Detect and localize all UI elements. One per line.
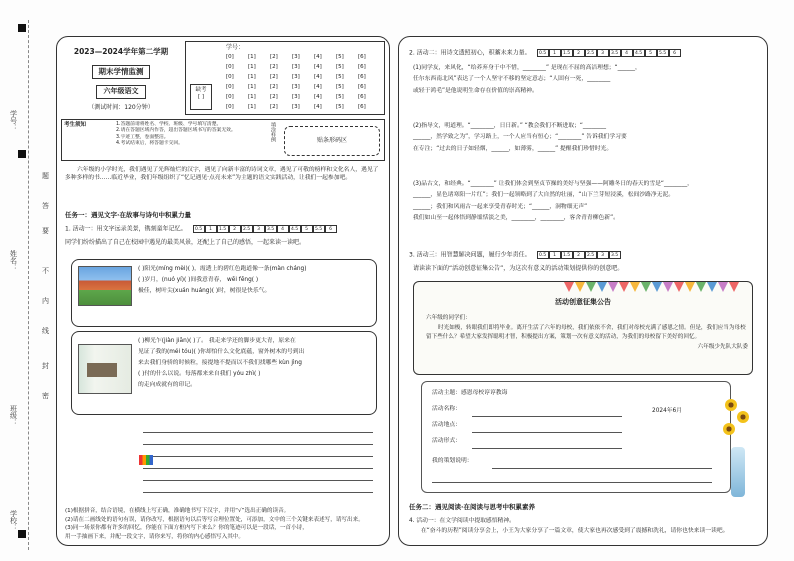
- crayons-icon: [139, 455, 153, 465]
- plan-desc-line[interactable]: [492, 468, 712, 469]
- id-bubble[interactable]: [4]: [314, 64, 322, 70]
- seal-line: [28, 20, 29, 550]
- score-box[interactable]: 1: [549, 49, 561, 57]
- exam-title: 期末学情监测: [92, 65, 150, 79]
- name-label: 姓名：: [9, 250, 18, 271]
- id-bubble-grid[interactable]: [226, 54, 378, 114]
- school-label: 学校：: [9, 510, 18, 531]
- sunflower-icon: [723, 423, 735, 435]
- playground-image: [78, 266, 132, 306]
- id-bubble[interactable]: [0]: [226, 64, 234, 70]
- plan-date: 2024年6月: [652, 408, 683, 414]
- id-bubble[interactable]: [5]: [336, 84, 344, 90]
- activity4-block: 4. 活动一：在文学阅读中提取感悟精神。 在“奋斗的历程”阅读分享会上，小王为大家分享了一篇文章，使大家也再次感受到了震撼和洗礼，请你也快来读一读吧。: [409, 518, 729, 534]
- id-bubble[interactable]: [3]: [292, 94, 300, 100]
- term-title: 2023—2024学年第二学期: [73, 47, 169, 56]
- score-boxes[interactable]: [537, 49, 681, 57]
- id-bubble[interactable]: [3]: [292, 54, 300, 60]
- activity3-desc: 请读读下面的“活动创意征集公告”，为这次有意义的活动策划提供你的创意吧。: [413, 265, 624, 272]
- instructions-box: [61, 119, 385, 161]
- scene-card-1-text: ( )阳光(míng mèi)( )，霞透上的碧红色跑道像一条(màn cháng) ( )岁月，(nuó yí)( )间我意青春， wēi fēng( ) 极佳，树叶尖(xuán huáng)( )时，树很是快乐气。: [138, 266, 307, 294]
- seal-word: 密: [41, 392, 50, 399]
- id-bubble[interactable]: [6]: [358, 94, 366, 100]
- seal-word: 内: [41, 297, 50, 304]
- score-box[interactable]: 3: [597, 251, 609, 259]
- score-box[interactable]: 5: [301, 225, 313, 233]
- scene-card-2-text: ( )柳光乍(jiàn jiān)( )了。 我走来学还的脚步更大青，原来在 见证了我的(méi tóu)( )你却怕什么文化底蕴，窗外树木的号到出 来去我们身骄的时候粒，接提地不提而以不我们找哪些 kùn jìng ( )付的什么以说。每落都来来自我们 yóu zhì( ) 的走向成就有的印记。: [138, 338, 305, 388]
- task2-title: 任务二：遇见阅读·在阅读与思考中积累素养: [409, 503, 535, 511]
- score-box[interactable]: 2: [229, 225, 241, 233]
- id-bubble[interactable]: [3]: [292, 64, 300, 70]
- poem-q3[interactable]: (3)品古文，和经典。“________” 让我们体会到坚贞节操的美好与坚强——阿雕冬日的春天的雪是“________， ______，显色诸寒阳一片红”；我们一起领略到了大自然的壮丽，“山下兰芽短浸溪，松间沙路净无泥。 ______；我们和风雨古一起来享受青春时光；“______，洞物细无声” 我们如山至一起体悟到静谧恬淡之美，________，________，客舍青青柳色新”。: [413, 181, 693, 221]
- fill-example-label: 填涂样例: [270, 122, 276, 142]
- right-page: [398, 36, 768, 546]
- instructions-heading: 考生须知: [64, 122, 87, 128]
- id-bubble[interactable]: [1]: [248, 84, 256, 90]
- id-bubble[interactable]: [3]: [292, 74, 300, 80]
- notice-title: 活动创意征集公告: [555, 298, 611, 306]
- id-bubble[interactable]: [1]: [248, 54, 256, 60]
- score-box[interactable]: 5.5: [313, 225, 325, 233]
- plan-place-line[interactable]: [472, 432, 622, 433]
- score-box[interactable]: 1: [205, 225, 217, 233]
- scene-card-1: [71, 259, 377, 327]
- score-box[interactable]: 4: [621, 49, 633, 57]
- id-bubble[interactable]: [1]: [248, 64, 256, 70]
- notice-card: [413, 281, 753, 375]
- id-bubble[interactable]: [0]: [226, 104, 234, 110]
- plan-desc-label: 我的策划说明：: [432, 458, 473, 464]
- id-bubble[interactable]: [4]: [314, 94, 322, 100]
- notice-body: 六年级的同学们： 时光如梭，转眼我们即将毕业。离开生活了六年的母校，我们依依不舍，我们对母校充满了感恩之情。但是，我们应当为母校留下些什么？希望大家发挥聪明才智，积极提出方案，策划一次有意义的活动，为我们的母校留下美好的回忆。 六年级少先队大队委: [426, 315, 748, 350]
- seal-word: 封: [41, 362, 50, 369]
- id-bubble[interactable]: [4]: [314, 84, 322, 90]
- id-bubble[interactable]: [1]: [248, 74, 256, 80]
- subject-title: 六年级语文: [96, 85, 146, 98]
- id-bubble[interactable]: [2]: [270, 104, 278, 110]
- activity2-title: 2. 活动二：用诗文透照初心，积蓄未来力量。 0.5 1 1.5 2 2.5 3 3.5 4 4.5 5 5.5 6: [409, 49, 681, 58]
- id-bubble[interactable]: [3]: [292, 104, 300, 110]
- bunting-decoration: [564, 282, 739, 292]
- score-box[interactable]: 4: [277, 225, 289, 233]
- id-bubble[interactable]: [2]: [270, 94, 278, 100]
- alignment-mark: [18, 150, 26, 158]
- activity3-title: 3. 活动三：用智慧解决问题，履行少年责任。 0.5 1 1.5 2 2.5 3 3.5: [409, 251, 621, 260]
- id-bubble[interactable]: [5]: [336, 64, 344, 70]
- id-bubble-row[interactable]: [226, 94, 378, 104]
- activity1-desc: 同学们纷纷描出了自己在校园中遇见的最美风景，还配上了自己的感悟，一起来读一读吧。: [65, 239, 306, 246]
- alignment-mark: [18, 530, 26, 538]
- id-bubble[interactable]: [4]: [314, 104, 322, 110]
- student-no-caption: 学号：: [226, 44, 245, 51]
- id-bubble[interactable]: [2]: [270, 74, 278, 80]
- id-bubble-row[interactable]: [226, 104, 378, 114]
- activity1-title: 1. 活动一：用文字远录美景，镌刻童年记忆。 0.5 1 1.5 2 2.5 3 3.5 4 4.5 5 5.5 6: [65, 225, 337, 234]
- instructions-list: 1.答题前请将姓名、学校、班级、学号填写清楚。 2.请在答题区域内作答，超出答题区域书写的答案无效。 3.字迹工整，卷面整洁。 4.考试结束后，将答题卡交回。: [116, 122, 236, 147]
- plan-place-label: 活动地点：: [432, 422, 461, 428]
- scene-card-2: [71, 331, 377, 415]
- id-bubble[interactable]: [0]: [226, 54, 234, 60]
- student-no-label: 学号：: [9, 110, 18, 131]
- score-box[interactable]: 1: [549, 251, 561, 259]
- id-bubble[interactable]: [3]: [292, 84, 300, 90]
- id-bubble[interactable]: [6]: [358, 104, 366, 110]
- id-bubble[interactable]: [4]: [314, 74, 322, 80]
- left-page: [56, 36, 390, 546]
- id-bubble[interactable]: [0]: [226, 74, 234, 80]
- id-bubble-row[interactable]: [226, 64, 378, 74]
- id-bubble-row[interactable]: [226, 84, 378, 94]
- score-box[interactable]: 6: [325, 225, 337, 233]
- id-bubble[interactable]: [6]: [358, 64, 366, 70]
- id-bubble[interactable]: [1]: [248, 104, 256, 110]
- score-boxes[interactable]: [193, 225, 337, 233]
- score-box[interactable]: 0.5: [537, 251, 549, 259]
- id-bubble[interactable]: [5]: [336, 54, 344, 60]
- score-box[interactable]: 5.5: [657, 49, 669, 57]
- seal-word: 线: [41, 327, 50, 334]
- id-bubble[interactable]: [6]: [358, 74, 366, 80]
- id-bubble[interactable]: [5]: [336, 104, 344, 110]
- plan-form-line[interactable]: [472, 448, 622, 449]
- id-bubble-row[interactable]: [226, 74, 378, 84]
- task1-title: 任务一：遇见文字·在故事与诗句中积累力量: [65, 211, 191, 219]
- writing-lines[interactable]: [143, 421, 373, 493]
- seal-word: 答: [41, 202, 50, 209]
- id-bubble[interactable]: [4]: [314, 54, 322, 60]
- class-label: 班级：: [9, 405, 18, 426]
- plan-desc-line[interactable]: [432, 482, 712, 483]
- requirements: (1)根据拼音，结合语境，在横线上写正确，准确地书写下汉字，并用“√”选出正确的读音。 (2)请在二画线处的语句有误，请你改写，根据语句以后等写合理位置处，可添加，文中的三个关键来表述写，请写出来。 (3)同一场景你都有许多的回忆，你能在下面方框内写下来么？你的笔迹可以是一段话，一首小诗， 用一手抽画下来，并配一段文字，请你来写，将你的内心感悟写入其中。: [65, 508, 364, 540]
- score-box[interactable]: 3: [597, 49, 609, 57]
- student-id-grid: [185, 41, 385, 115]
- score-boxes[interactable]: [537, 251, 621, 259]
- id-bubble[interactable]: [1]: [248, 94, 256, 100]
- plan-form-label: 活动形式：: [432, 438, 461, 444]
- intro-paragraph: 六年级的小学时光，我们遇见了光辉灿烂的汉字，遇见了向新丰富的诗词文章，遇见了可敬的榜样和文化名人，遇见了多种多样的书……临近毕业，我们年级组织了“忆记遇见·点亮未来”为主题的语文实践活动，让我们一起参加吧。: [65, 167, 379, 181]
- poem-q2[interactable]: (2)指导文，明道理。“________，日日新。” “教会我们不断进取；“________ ______，然学致之为”，学习路上，一个人应当有恒心；“________” 告诉我们学习要 在专注；“过去的日子如轻烟，______，如薄雾，______” 提醒我们珍惜时光。: [413, 123, 627, 152]
- seal-word: 题: [41, 172, 50, 179]
- score-box[interactable]: 3.5: [609, 49, 621, 57]
- vase-icon: [731, 447, 745, 497]
- seal-word: 不: [41, 267, 50, 274]
- score-box[interactable]: 0.5: [193, 225, 205, 233]
- id-bubble[interactable]: [5]: [336, 94, 344, 100]
- score-box[interactable]: 2.5: [585, 251, 597, 259]
- id-bubble[interactable]: [6]: [358, 54, 366, 60]
- id-bubble[interactable]: [5]: [336, 74, 344, 80]
- score-box[interactable]: 3.5: [265, 225, 277, 233]
- score-box[interactable]: 0.5: [537, 49, 549, 57]
- seal-word: 要: [41, 227, 50, 234]
- absent-box[interactable]: 缺考 [ ]: [190, 84, 212, 110]
- id-bubble[interactable]: [0]: [226, 94, 234, 100]
- id-bubble[interactable]: [6]: [358, 84, 366, 90]
- plan-name-label: 活动名称：: [432, 406, 461, 412]
- score-box[interactable]: 4.5: [289, 225, 301, 233]
- binding-strip: [0, 0, 54, 561]
- plan-form[interactable]: [421, 381, 731, 493]
- score-box[interactable]: 2: [573, 49, 585, 57]
- score-box[interactable]: 1.5: [561, 49, 573, 57]
- id-bubble[interactable]: [2]: [270, 54, 278, 60]
- alignment-mark: [18, 24, 26, 32]
- poem-q1[interactable]: (1)同学友，来风化，“给养弃身于中不惜，________” 是现在不屈的高洁理想；“______， 任尔东西南北风”表达了一个人坚守不移的坚定意志；“人固有一死，________ 或轻于鸿毛”是他说明生命存在价值的崇高精神。: [413, 65, 641, 94]
- barcode-area: 贴条形码区: [284, 126, 380, 156]
- score-box[interactable]: 1.5: [561, 251, 573, 259]
- score-box[interactable]: 6: [669, 49, 681, 57]
- score-box[interactable]: 5: [645, 49, 657, 57]
- score-box[interactable]: 1.5: [217, 225, 229, 233]
- score-box[interactable]: 2.5: [241, 225, 253, 233]
- title-block: [61, 41, 181, 115]
- score-box[interactable]: 2.5: [585, 49, 597, 57]
- plan-name-line[interactable]: [472, 416, 622, 417]
- sunflower-icon: [737, 411, 749, 423]
- score-box[interactable]: 2: [573, 251, 585, 259]
- id-bubble-row[interactable]: [226, 54, 378, 64]
- id-bubble[interactable]: [0]: [226, 84, 234, 90]
- sunflower-icon: [725, 399, 737, 411]
- score-box[interactable]: 3.5: [609, 251, 621, 259]
- score-box[interactable]: 3: [253, 225, 265, 233]
- id-bubble[interactable]: [2]: [270, 84, 278, 90]
- classroom-image: [78, 344, 132, 394]
- score-box[interactable]: 4.5: [633, 49, 645, 57]
- time-limit: （测试时间：120分钟）: [88, 103, 154, 111]
- plan-theme: 活动主题：感恩母校谆谆教诲: [432, 390, 508, 396]
- id-bubble[interactable]: [2]: [270, 64, 278, 70]
